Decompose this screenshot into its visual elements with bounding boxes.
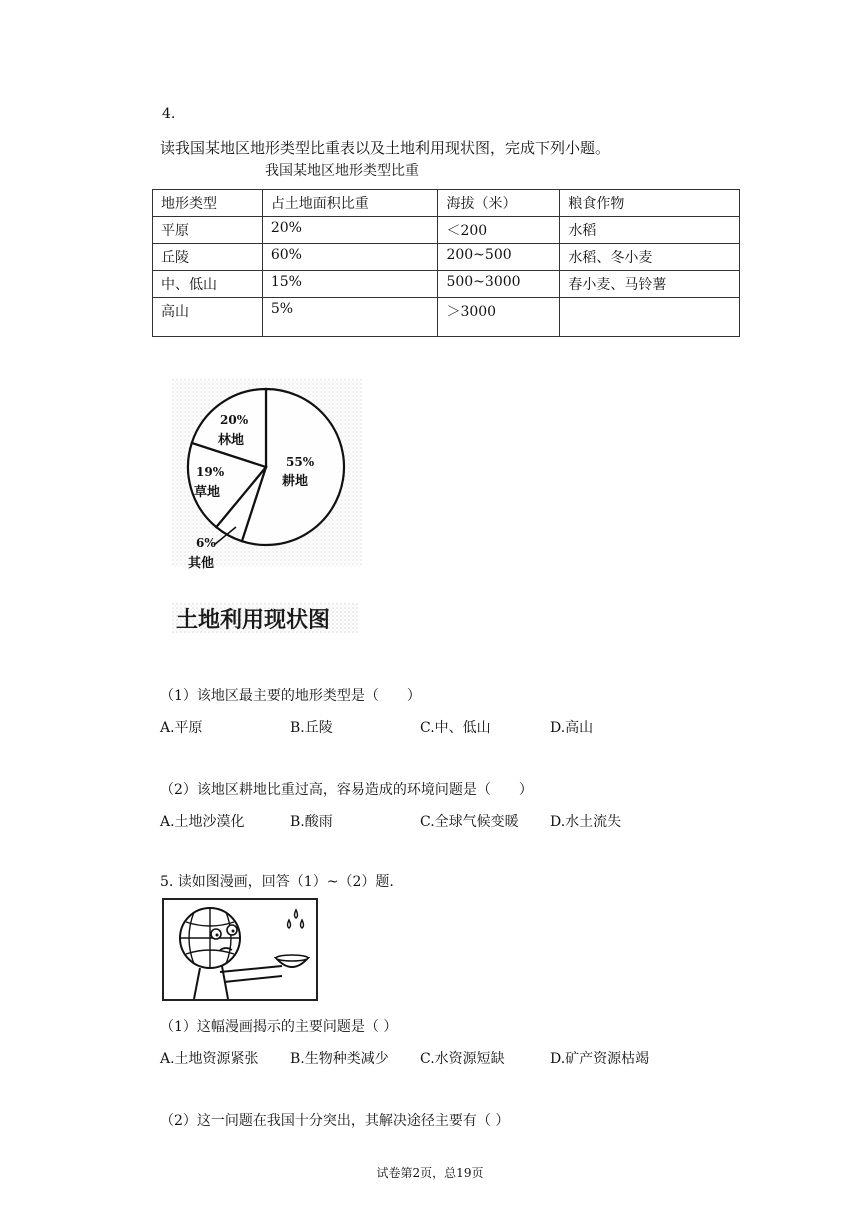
option-a[interactable]: A.平原 — [160, 720, 203, 736]
land-use-pie-figure — [168, 375, 368, 640]
slice-name-label: 草地 — [194, 485, 221, 500]
table-cell: ＜200 — [438, 217, 560, 244]
table-cell: 水稻、冬小麦 — [560, 244, 740, 271]
table-cell: 5% — [262, 298, 438, 337]
option-d[interactable]: D.高山 — [550, 720, 594, 736]
terrain-table — [152, 189, 740, 337]
table-cell: 20% — [262, 217, 438, 244]
sub-question-stem: （1）这幅漫画揭示的主要问题是（ ） — [160, 1019, 398, 1035]
table-row — [153, 217, 740, 244]
option-d[interactable]: D.矿产资源枯竭 — [550, 1051, 650, 1067]
sub-question-stem: （2）这一问题在我国十分突出，其解决途径主要有（ ） — [160, 1113, 510, 1129]
table-cell — [560, 298, 740, 337]
table-header-cell: 地形类型 — [153, 190, 263, 217]
slice-pct-label: 6% — [196, 536, 216, 550]
table-cell: 500~3000 — [438, 271, 560, 298]
option-d[interactable]: D.水土流失 — [550, 814, 622, 830]
slice-pct-label: 20% — [220, 413, 249, 427]
table-header-row — [153, 190, 740, 217]
option-a[interactable]: A.土地沙漠化 — [160, 814, 245, 830]
table-row — [153, 298, 740, 337]
table-cell: 春小麦、马铃薯 — [560, 271, 740, 298]
option-b[interactable]: B.丘陵 — [290, 720, 333, 736]
question-number: 4. — [162, 106, 176, 122]
question-intro: 5. 读如图漫画，回答（1）~（2）题. — [160, 874, 394, 890]
land-use-pie-chart — [168, 375, 368, 640]
table-cell: 60% — [262, 244, 438, 271]
table-row — [153, 271, 740, 298]
sub-question-stem: （1）该地区最主要的地形类型是（ ） — [160, 688, 421, 704]
table-cell: 水稻 — [560, 217, 740, 244]
sub-question-stem: （2）该地区耕地比重过高，容易造成的环境问题是（ ） — [160, 782, 533, 798]
table-cell: 200~500 — [438, 244, 560, 271]
slice-pct-label: 55% — [286, 455, 315, 469]
option-c[interactable]: C.水资源短缺 — [420, 1051, 505, 1067]
table-header-cell: 粮食作物 — [560, 190, 740, 217]
slice-name-label: 耕地 — [282, 474, 309, 489]
slice-name-label: 林地 — [218, 433, 245, 448]
cartoon-image — [162, 898, 318, 1001]
table-cell: 15% — [262, 271, 438, 298]
cartoon-drawing — [164, 900, 316, 999]
table-cell: 平原 — [153, 217, 263, 244]
option-b[interactable]: B.生物种类减少 — [290, 1051, 389, 1067]
question-intro: 读我国某地区地形类型比重表以及土地利用现状图，完成下列小题。 — [160, 139, 611, 157]
table-cell: ＞3000 — [438, 298, 560, 337]
table-header-cell: 海拔（米） — [438, 190, 560, 217]
option-c[interactable]: C.中、低山 — [420, 720, 491, 736]
table-header-cell: 占土地面积比重 — [262, 190, 438, 217]
page-footer: 试卷第2页，总19页 — [376, 1166, 484, 1180]
slice-pct-label: 19% — [196, 465, 225, 479]
table-row — [153, 244, 740, 271]
option-c[interactable]: C.全球气候变暖 — [420, 814, 519, 830]
table-cell: 中、低山 — [153, 271, 263, 298]
table-cell: 丘陵 — [153, 244, 263, 271]
table-cell: 高山 — [153, 298, 263, 337]
pie-caption: 土地利用现状图 — [176, 607, 331, 633]
table-title: 我国某地区地形类型比重 — [265, 163, 419, 179]
slice-name-label: 其他 — [188, 556, 215, 571]
option-a[interactable]: A.土地资源紧张 — [160, 1051, 259, 1067]
option-b[interactable]: B.酸雨 — [290, 814, 333, 830]
